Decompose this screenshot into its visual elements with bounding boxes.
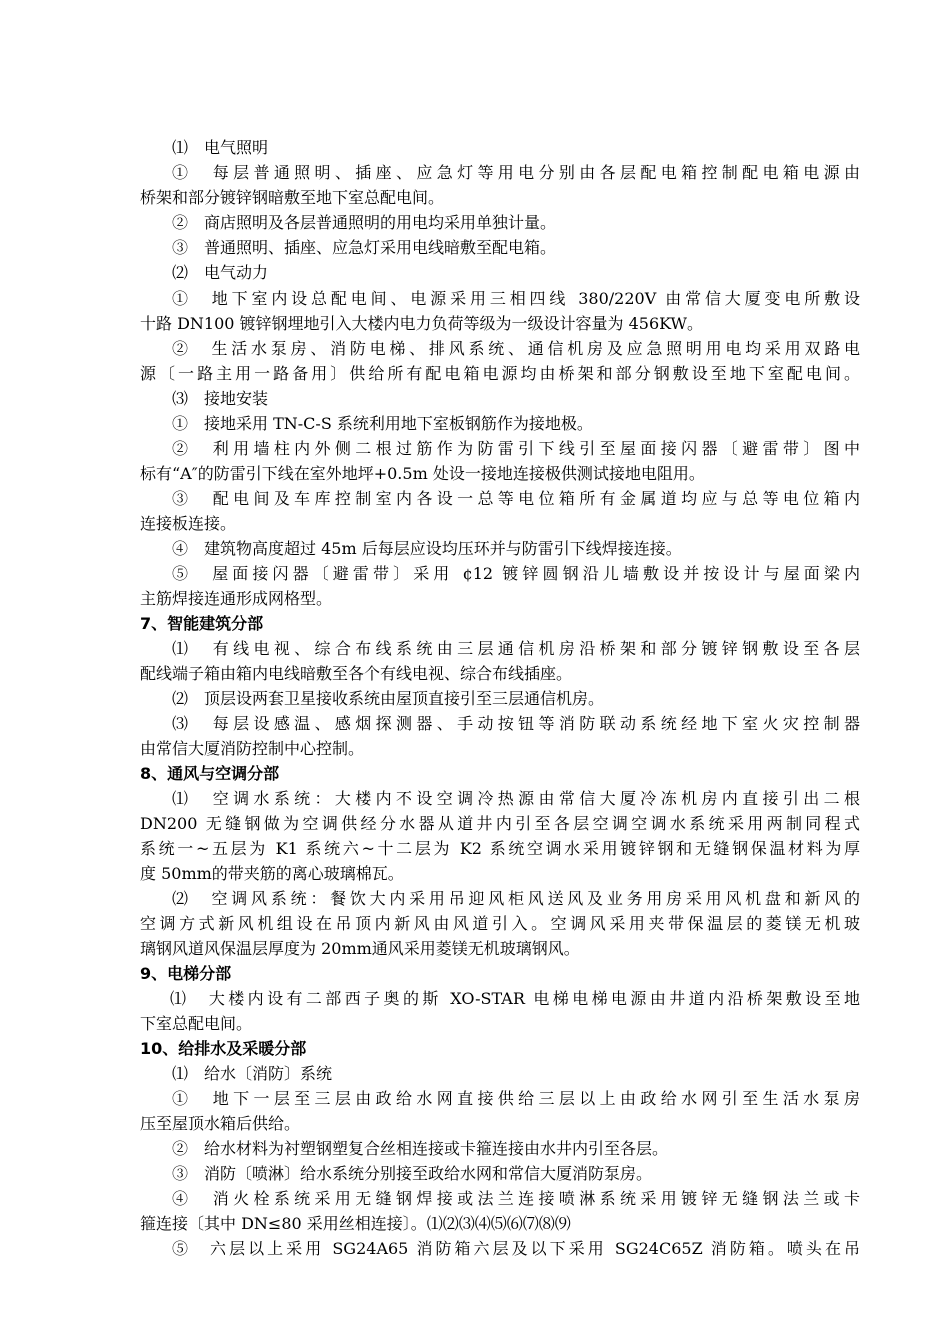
paragraph-line: 由常信大厦消防控制中心控制。: [140, 739, 365, 758]
paragraph-line: ② 利用墙柱内外侧二根过筋作为防雷引下线引至屋面接闪器〔避雷带〕图中: [172, 439, 860, 458]
paragraph-line: 源〔一路主用一路备用〕供给所有配电箱电源均由桥架和部分钢敷设至地下室配电间。: [140, 364, 860, 383]
paragraph-line: 标有“A″的防雷引下线在室外地坪+0.5m 处设一接地连接极供测试接地电阻用。: [140, 464, 705, 483]
paragraph-line: DN200 无缝钢做为空调供经分水器从道井内引至各层空调空调水系统采用两制同程式: [140, 814, 860, 833]
paragraph-line: 配线端子箱由箱内电线暗敷至各个有线电视、综合布线插座。: [140, 664, 573, 683]
paragraph-line: 璃钢风道风保温层厚度为 20mm通风采用菱镁无机玻璃钢风。: [140, 939, 580, 958]
paragraph-line: 度 50mm的带夹筋的离心玻璃棉瓦。: [140, 864, 404, 883]
paragraph-line: 十路 DN100 镀锌钢埋地引入大楼内电力负荷等级为一级设计容量为 456KW。: [140, 314, 703, 333]
paragraph-line: ① 地下室内设总配电间、电源采用三相四线 380/220V 由常信大厦变电所敷设: [172, 289, 860, 308]
paragraph-line: 下室总配电间。: [140, 1014, 253, 1033]
paragraph-line: ② 商店照明及各层普通照明的用电均采用单独计量。: [172, 213, 557, 232]
section-heading: 10、给排水及采暖分部: [140, 1039, 307, 1058]
paragraph-line: ④ 消火栓系统采用无缝钢焊接或法兰连接喷淋系统采用镀锌无缝钢法兰或卡: [172, 1189, 860, 1208]
subsection-heading: ⑶ 接地安装: [172, 389, 269, 408]
paragraph-line: 空调方式新风机组设在吊顶内新风由风道引入。空调风采用夹带保温层的菱镁无机玻: [140, 914, 860, 933]
section-heading: 7、智能建筑分部: [140, 614, 264, 633]
paragraph-line: ① 地下一层至三层由政给水网直接供给三层以上由政给水网引至生活水泵房: [172, 1089, 860, 1108]
paragraph-line: ③ 配电间及车库控制室内各设一总等电位箱所有金属道均应与总等电位箱内: [172, 489, 860, 508]
paragraph-line: ⑵ 顶层设两套卫星接收系统由屋顶直接引至三层通信机房。: [172, 689, 605, 708]
paragraph-line: 压至屋顶水箱后供给。: [140, 1114, 301, 1133]
subsection-heading: ⑴ 电气照明: [172, 138, 269, 157]
paragraph-line: ⑵ 空调风系统：餐饮大内采用吊迎风柜风送风及业务用房采用风机盘和新风的: [172, 889, 860, 908]
paragraph-line: ⑴ 空调水系统：大楼内不设空调冷热源由常信大厦冷冻机房内直接引出二根: [172, 789, 860, 808]
paragraph-line: ① 每层普通照明、插座、应急灯等用电分别由各层配电箱控制配电箱电源由: [172, 163, 860, 182]
paragraph-line: ⑴ 有线电视、综合布线系统由三层通信机房沿桥架和部分镀锌钢敷设至各层: [172, 639, 860, 658]
paragraph-line: 系统一~五层为 K1 系统六~十二层为 K2 系统空调水采用镀锌钢和无缝钢保温材料为厚: [140, 839, 860, 858]
paragraph-line: 桥架和部分镀锌钢暗敷至地下室总配电间。: [140, 188, 445, 207]
paragraph-line: ④ 建筑物高度超过 45m 后每层应设均压环并与防雷引下线焊接连接。: [172, 539, 682, 558]
paragraph-line: ⑶ 每层设感温、感烟探测器、手动按钮等消防联动系统经地下室火灾控制器: [172, 714, 860, 733]
paragraph-line: 箍连接〔其中 DN≤80 采用丝相连接〕。⑴⑵⑶⑷⑸⑹⑺⑻⑼: [140, 1214, 571, 1233]
paragraph-line: 主筋焊接连通形成网格型。: [140, 589, 333, 608]
section-heading: 9、电梯分部: [140, 964, 232, 983]
section-heading: 8、通风与空调分部: [140, 764, 280, 783]
paragraph-line: ⑤ 屋面接闪器〔避雷带〕采用 ¢12 镀锌圆钢沿儿墙敷设并按设计与屋面梁内: [172, 564, 860, 583]
paragraph-line: ③ 普通照明、插座、应急灯采用电线暗敷至配电箱。: [172, 238, 557, 257]
paragraph-line: ⑤ 六层以上采用 SG24A65 消防箱六层及以下采用 SG24C65Z 消防箱。喷头在吊: [172, 1239, 860, 1258]
paragraph-line: ② 生活水泵房、消防电梯、排风系统、通信机房及应急照明用电均采用双路电: [172, 339, 860, 358]
paragraph-line: ② 给水材料为衬塑钢塑复合丝相连接或卡箍连接由水井内引至各层。: [172, 1139, 669, 1158]
paragraph-line: 连接板连接。: [140, 514, 237, 533]
subsection-heading: ⑵ 电气动力: [172, 263, 269, 282]
paragraph-line: ⑴ 大楼内设有二部西子奥的斯 XO-STAR 电梯电梯电源由井道内沿桥架敷设至地: [170, 989, 860, 1008]
paragraph-line: ① 接地采用 TN-C-S 系统利用地下室板钢筋作为接地极。: [172, 414, 593, 433]
paragraph-line: ③ 消防〔喷淋〕给水系统分别接至政给水网和常信大厦消防泵房。: [172, 1164, 653, 1183]
subsection-heading: ⑴ 给水〔消防〕系统: [172, 1064, 333, 1083]
